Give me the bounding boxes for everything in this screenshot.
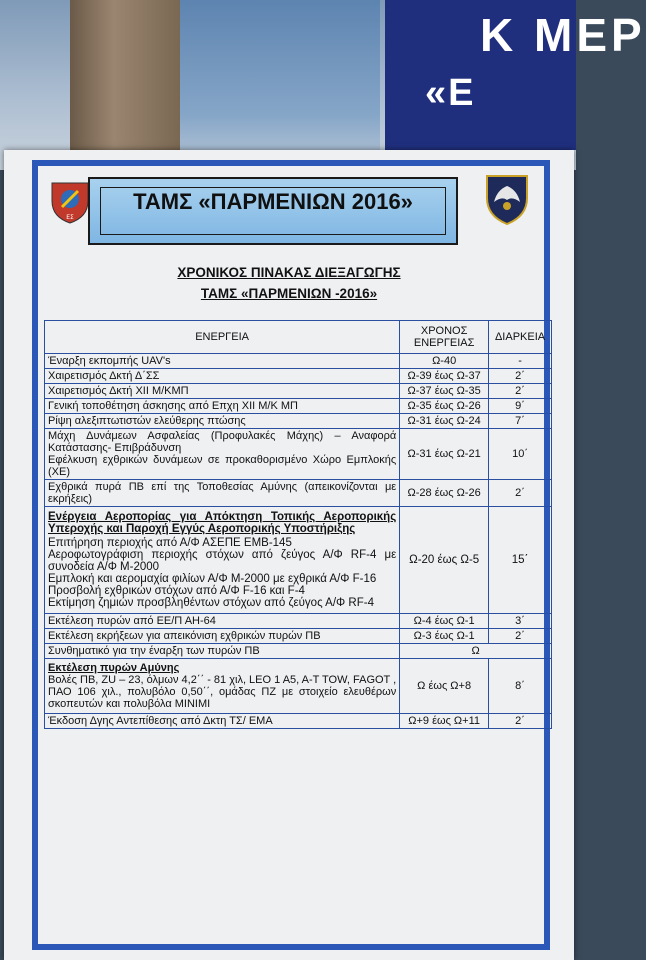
subtitle-line-1: ΧΡΟΝΙΚΟΣ ΠΙΝΑΚΑΣ ΔΙΕΞΑΓΩΓΗΣ [177, 265, 401, 280]
time-cell: Ω-4 έως Ω-1 [400, 614, 489, 629]
duration-cell: 2΄ [489, 480, 552, 507]
duration-cell: 8΄ [489, 659, 552, 714]
activity-cell [45, 507, 400, 614]
time-cell: Ω-39 έως Ω-37 [400, 369, 489, 384]
duration-cell: 3΄ [489, 614, 552, 629]
title-banner [88, 177, 458, 245]
activity-cell: Ρίψη αλεξιπτωτιστών ελεύθερης πτώσης [45, 414, 400, 429]
time-cell: Ω-40 [400, 354, 489, 369]
time-cell: Ω-3 έως Ω-1 [400, 629, 489, 644]
left-emblem-icon [46, 175, 94, 227]
banner-text-1: Κ ΜΕΡ [480, 9, 646, 61]
duration-cell: 9΄ [489, 399, 552, 414]
activity-line: Εφέλκυση εχθρικών δυνάμεων σε προκαθορισμένο Χώρο Εμπλοκής (ΧΕ) [48, 454, 397, 478]
right-emblem-icon [482, 172, 532, 226]
duration-cell: 2΄ [489, 384, 552, 399]
table-row [45, 414, 552, 429]
duration-cell: - [489, 354, 552, 369]
table-row [45, 480, 552, 507]
time-cell: Ω-28 έως Ω-26 [400, 480, 489, 507]
table-header-row [45, 321, 552, 354]
activity-line: Μάχη Δυνάμεων Ασφαλείας (Προφυλακές Μάχης) – Αναφορά Κατάστασης- Επιβράδυνση [48, 430, 397, 454]
header-activity: ΕΝΕΡΓΕΙΑ [45, 321, 400, 354]
time-cell: Ω-35 έως Ω-26 [400, 399, 489, 414]
activity-line: Αεροφωτογράφιση περιοχής στόχων από ζεύγος Α/Φ RF-4 με συνοδεία Α/Φ Μ-2000 [48, 549, 397, 573]
subtitle-line-2: ΤΑΜΣ «ΠΑΡΜΕΝΙΩΝ -2016» [200, 286, 378, 301]
activity-cell: Έκδοση Δγης Αντεπίθεσης από Δκτη ΤΣ/ ΕΜΑ [45, 714, 400, 729]
table-row [45, 659, 552, 714]
time-cell: Ω έως Ω+8 [400, 659, 489, 714]
activity-line: Βολές ΠΒ, ZU – 23, όλμων 4,2΄΄ - 81 χιλ, LEO 1 A5, A-T TOW, FAGOT , ΠΑΟ 106 χιλ., πολυβόλο 0,50΄΄, ομάδας ΠΖ με στοιχείο ελευθέρων σκοπευτών και πολυβόλα MINIMI [48, 674, 397, 710]
building-background [180, 0, 380, 165]
duration-cell: 15΄ [489, 507, 552, 614]
activity-title: Ενέργεια Αεροπορίας για Απόκτηση Τοπικής Αεροπορικής Υπεροχής και Παροχή Εγγύς Αεροπορικής Υποστήριξης [48, 511, 397, 535]
table-row [45, 354, 552, 369]
table-row [45, 644, 552, 659]
table-row [45, 399, 552, 414]
header-duration: ΔΙΑΡΚΕΙΑ [489, 321, 552, 354]
table-row [45, 429, 552, 480]
activity-line: Προσβολή εχθρικών στόχων από Α/Φ F-16 και F-4 [48, 585, 305, 597]
header-time: ΧΡΟΝΟΣ ΕΝΕΡΓΕΙΑΣ [400, 321, 489, 354]
table-row [45, 714, 552, 729]
duration-cell: 10΄ [489, 429, 552, 480]
time-cell: Ω-31 έως Ω-21 [400, 429, 489, 480]
table-row [45, 384, 552, 399]
activity-cell: Γενική τοποθέτηση άσκησης από Επχη ΧΙΙ Μ/Κ ΜΠ [45, 399, 400, 414]
activity-line: Εκτίμηση ζημιών προσβληθέντων στόχων από ζεύγος Α/Φ RF-4 [48, 597, 374, 609]
activity-cell: Συνθηματικό για την έναρξη των πυρών ΠΒ [45, 644, 400, 659]
duration-cell: 2΄ [489, 629, 552, 644]
blue-banner [385, 0, 646, 150]
stone-column [70, 0, 180, 165]
activity-cell [45, 429, 400, 480]
activity-cell: Χαιρετισμός Δκτή ΧΙΙ Μ/ΚΜΠ [45, 384, 400, 399]
time-cell: Ω+9 έως Ω+11 [400, 714, 489, 729]
duration-cell: 7΄ [489, 414, 552, 429]
duration-cell: 2΄ [489, 369, 552, 384]
time-cell: Ω-31 έως Ω-24 [400, 414, 489, 429]
activity-cell: Έναρξη εκπομπής UAV's [45, 354, 400, 369]
table-row [45, 614, 552, 629]
schedule-paper [4, 150, 574, 960]
activity-cell: Εκτέλεση πυρών από ΕΕ/Π ΑΗ-64 [45, 614, 400, 629]
activity-cell [45, 659, 400, 714]
table-row [45, 369, 552, 384]
time-cell: Ω-20 έως Ω-5 [400, 507, 489, 614]
activity-title: Εκτέλεση πυρών Αμύνης [48, 662, 180, 674]
table-row [45, 507, 552, 614]
activity-line: Εμπλοκή και αερομαχία φιλίων Α/Φ Μ-2000 με εχθρικά Α/Φ F-16 [48, 573, 377, 585]
duration-cell: 2΄ [489, 714, 552, 729]
activity-line: Επιτήρηση περιοχής από Α/Φ ΑΣΕΠΕ ΕΜΒ-145 [48, 537, 292, 549]
svg-text:ΕΣ: ΕΣ [66, 214, 74, 221]
banner-text-2: «Ε [425, 72, 476, 114]
page-title: ΤΑΜΣ «ΠΑΡΜΕΝΙΩΝ 2016» [133, 189, 413, 214]
activity-cell: Εκτέλεση εκρήξεων για απεικόνιση εχθρικών πυρών ΠΒ [45, 629, 400, 644]
activity-cell: Χαιρετισμός Δκτή Δ΄ΣΣ [45, 369, 400, 384]
activity-cell: Εχθρικά πυρά ΠΒ επί της Τοποθεσίας Αμύνης (απεικονίζονται με εκρήξεις) [45, 480, 400, 507]
time-cell: Ω-37 έως Ω-35 [400, 384, 489, 399]
time-cell: Ω [400, 644, 552, 659]
table-row [45, 629, 552, 644]
schedule-table [44, 320, 552, 729]
